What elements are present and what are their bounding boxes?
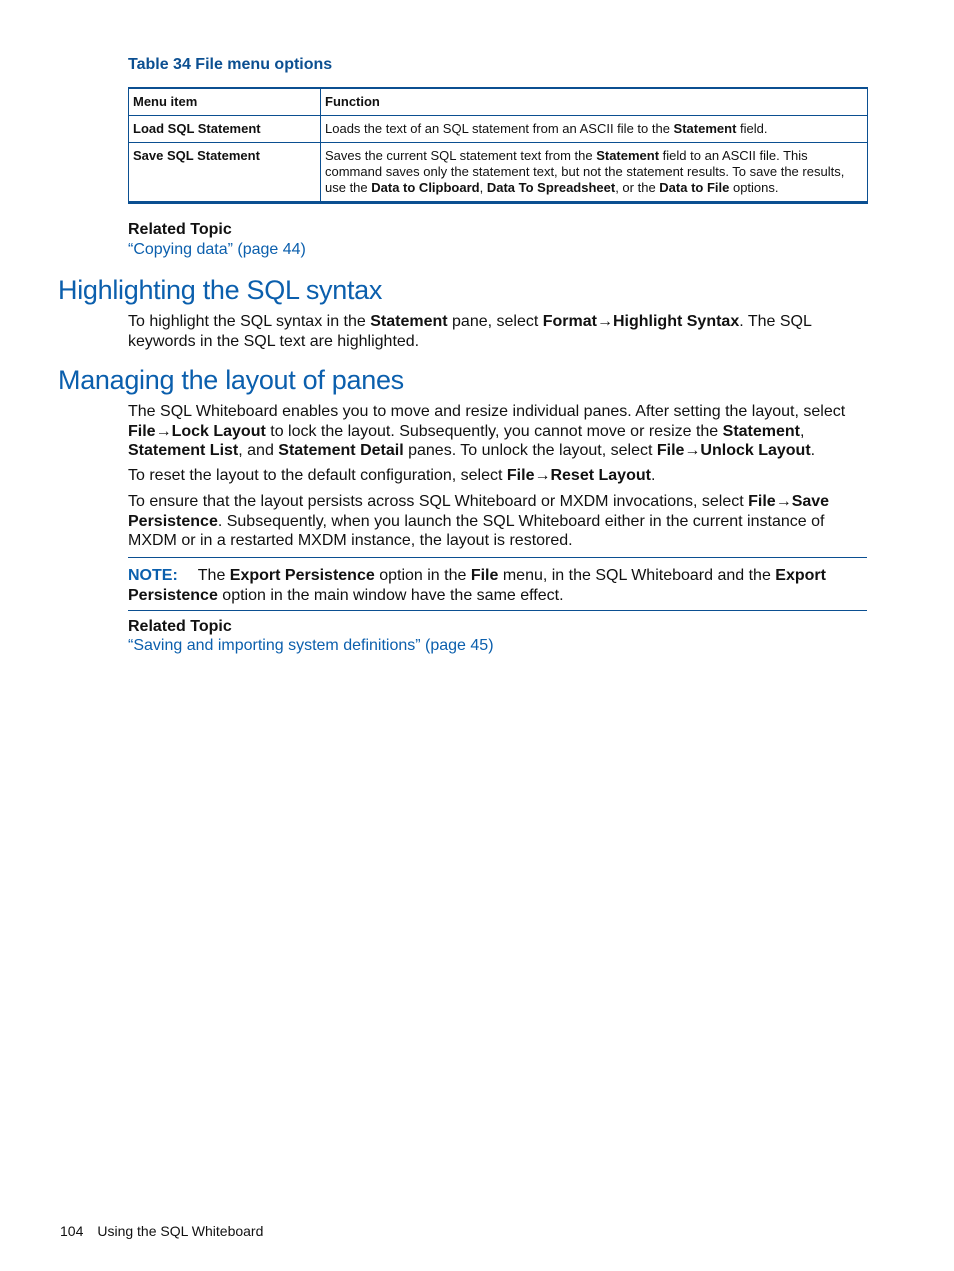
page-number: 104: [60, 1223, 84, 1239]
table-row: [129, 116, 868, 143]
bold-term: Statement: [673, 121, 737, 136]
bold-term: Statement Detail: [278, 442, 404, 459]
note-label: NOTE:: [128, 567, 178, 584]
bold-term: Export Persistence: [229, 567, 375, 584]
note-bottom-rule: [128, 610, 867, 611]
layout-paragraph-1: The SQL Whiteboard enables you to move and resize individual panes. After setting the layout, select File→Lock Layout to lock the layout. Subsequently, you cannot move or resize the Statement, Statement List, and Statement Detail panes. To unlock the layout, select File→Unlock Layout.: [128, 403, 846, 459]
page-footer: [60, 1223, 277, 1239]
related-topic-link[interactable]: “Copying data” (page 44): [128, 241, 306, 258]
highlighting-paragraph: To highlight the SQL syntax in the Statement pane, select Format→Highlight Syntax. The SQL keywords in the SQL text are highlighted.: [128, 313, 812, 350]
bold-term: Format: [542, 313, 597, 330]
bold-term: Highlight Syntax: [612, 313, 740, 330]
layout-paragraph-2: To reset the layout to the default configuration, select File→Reset Layout.: [128, 467, 656, 484]
related-topic-label: Related Topic: [128, 618, 232, 635]
table-header-row: [129, 88, 868, 116]
bold-term: File: [656, 442, 685, 459]
bold-term: File: [470, 567, 499, 584]
menu-item-cell: Save SQL Statement: [129, 143, 321, 203]
bold-term: Statement List: [128, 442, 239, 459]
bold-term: Unlock Layout: [700, 442, 811, 459]
bold-term: Data to Clipboard: [371, 180, 480, 195]
note-box: [128, 566, 868, 605]
bold-term: Export Persistence: [128, 567, 826, 604]
table-caption: Table 34 File menu options: [128, 56, 333, 73]
note-top-rule: [128, 557, 867, 558]
bold-term: Data To Spreadsheet: [486, 180, 616, 195]
layout-paragraph-3: To ensure that the layout persists across SQL Whiteboard or MXDM invocations, select File→Save Persistence. Subsequently, when you launch the SQL Whiteboard either in the current instance of MXDM or in a restarted MXDM instance, the layout is restored.: [128, 493, 830, 549]
note-text: The Export Persistence option in the File menu, in the SQL Whiteboard and the Export Persistence option in the main window have the same effect.: [128, 567, 826, 604]
section-heading-managing-layout: Managing the layout of panes: [58, 365, 404, 395]
bold-term: File: [128, 422, 156, 440]
bold-term: Reset Layout: [550, 467, 651, 484]
column-header-menu-item: Menu item: [129, 88, 321, 116]
bold-term: Lock Layout: [171, 422, 266, 440]
table-row: [129, 143, 868, 203]
bold-term: Data to File: [659, 180, 730, 195]
related-topic-label: Related Topic: [128, 221, 232, 238]
section-heading-highlighting: Highlighting the SQL syntax: [58, 275, 383, 305]
bold-term: Save Persistence: [128, 493, 830, 530]
column-header-function: Function: [321, 88, 868, 116]
bold-term: File: [748, 493, 776, 510]
function-cell: Saves the current SQL statement text from the Statement field to an ASCII file. This command saves only the statement text, but not the statement results. To save the results, use the Data to Clipboard, Data To Spreadsheet, or the Data to File options.: [321, 143, 868, 203]
bold-term: Statement: [370, 313, 448, 330]
file-menu-options-table: [128, 87, 868, 204]
function-cell: Loads the text of an SQL statement from an ASCII file to the Statement field.: [321, 116, 868, 143]
bold-term: Statement: [722, 422, 801, 440]
bold-term: Statement: [596, 148, 660, 163]
footer-section-title: Using the SQL Whiteboard: [97, 1223, 264, 1239]
menu-item-cell: Load SQL Statement: [129, 116, 321, 143]
bold-term: File: [506, 467, 535, 484]
related-topic-link[interactable]: “Saving and importing system definitions” (page 45): [128, 637, 494, 654]
